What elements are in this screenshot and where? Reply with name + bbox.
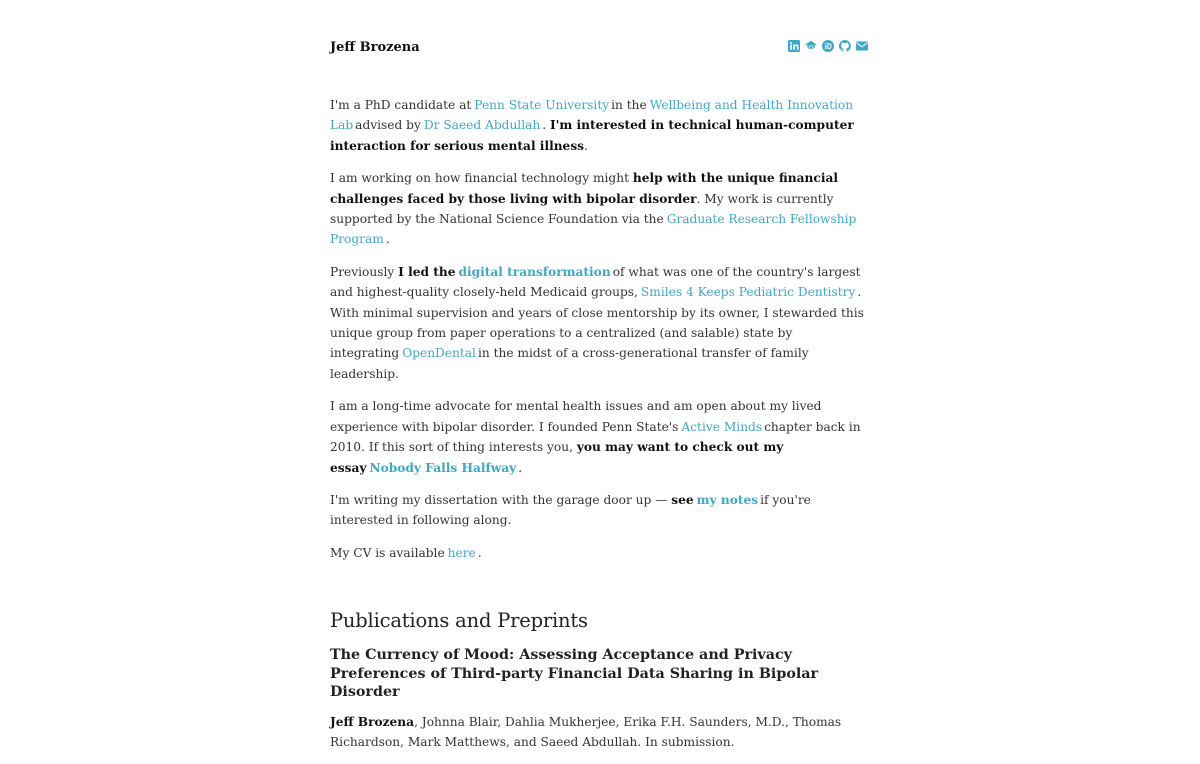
my-notes-link[interactable]: my notes: [696, 492, 759, 507]
bio-paragraph-4: [330, 396, 870, 478]
penn-state-link[interactable]: Penn State University: [474, 98, 610, 112]
text: . My work is currently supported by the National Science Foundation via the: [330, 191, 834, 227]
bold-text: you may want to check out my essay: [330, 440, 784, 475]
digital-transformation-link[interactable]: digital transformation: [458, 264, 611, 279]
text: if you're interested in following along.: [330, 492, 811, 528]
text: . With minimal supervision and years of close mentorship by its owner, I stewarded this unique group from paper operations to a centralized (and salable) state by integrating: [330, 285, 864, 361]
publication-item: [330, 646, 870, 752]
text: in the midst of a cross-generational transfer of family leadership.: [330, 346, 809, 381]
smiles-4-keeps-link[interactable]: Smiles 4 Keeps Pediatric Dentistry: [640, 285, 856, 300]
bio-paragraph-5: [330, 490, 870, 531]
text: in the: [611, 98, 647, 112]
text: of what was one of the country's largest and highest-quality closely-held Medicaid groups,: [330, 264, 861, 300]
bio-paragraph-1: [330, 95, 870, 156]
advisor-link[interactable]: Dr Saeed Abdullah: [423, 118, 541, 133]
text: .: [584, 138, 588, 153]
linkedin-icon[interactable]: [788, 40, 800, 52]
google-scholar-icon[interactable]: [805, 40, 817, 52]
bio-paragraph-2: [330, 168, 870, 250]
publication-authors: [330, 712, 870, 753]
whi-lab-link[interactable]: Wellbeing and Health Innovation Lab: [330, 98, 854, 133]
text: My CV is available: [330, 545, 445, 560]
active-minds-link[interactable]: Active Minds: [681, 419, 763, 434]
text: I'm a PhD candidate at: [330, 98, 472, 112]
opendental-link[interactable]: OpenDental: [402, 346, 476, 361]
text: I'm writing my dissertation with the garage door up —: [330, 492, 668, 507]
bio-paragraph-3: [330, 262, 870, 384]
text: .: [477, 545, 482, 560]
text: .: [518, 460, 523, 475]
orcid-icon[interactable]: [822, 40, 834, 52]
site-name-link[interactable]: Jeff Brozena: [330, 40, 420, 55]
text: advised by: [355, 118, 421, 133]
cv-link[interactable]: here: [447, 545, 476, 560]
publication-title: The Currency of Mood: Assessing Acceptance and Privacy Preferences of Third-party Financial Data Sharing in Bipolar Disorder: [330, 647, 819, 701]
text: .: [385, 232, 390, 247]
bold-text: I led the: [398, 264, 456, 279]
main-content: [330, 95, 870, 764]
text: Previously: [330, 264, 395, 279]
github-icon[interactable]: [839, 40, 851, 52]
text: I am working on how financial technology might: [330, 171, 629, 186]
email-icon[interactable]: [856, 40, 868, 52]
lead-author: Jeff Brozena: [330, 714, 415, 729]
grfp-link[interactable]: Graduate Research Fellowship Program: [330, 212, 857, 247]
nobody-falls-halfway-link[interactable]: Nobody Falls Halfway: [369, 460, 517, 475]
bold-text: help with the unique financial challenges faced by those living with bipolar disorder: [330, 171, 838, 206]
text: .: [542, 118, 547, 133]
text: I am a long-time advocate for mental health issues and am open about my lived experience with bipolar disorder. I founded Penn State's: [330, 399, 822, 434]
other-authors: , Johnna Blair, Dahlia Mukherjee, Erika F.H. Saunders, M.D., Thomas Richardson, Mark Matthews, and Saeed Abdullah. In submission.: [330, 714, 842, 750]
bold-text: I'm interested in technical human-computer interaction for serious mental illness: [330, 118, 854, 153]
bold-text: see: [671, 492, 694, 507]
site-header: [330, 38, 870, 60]
social-links: [788, 40, 868, 52]
bio-paragraph-6: [330, 543, 870, 563]
publications-heading: Publications and Preprints: [330, 609, 588, 633]
text: chapter back in 2010. If this sort of thing interests you,: [330, 419, 861, 455]
